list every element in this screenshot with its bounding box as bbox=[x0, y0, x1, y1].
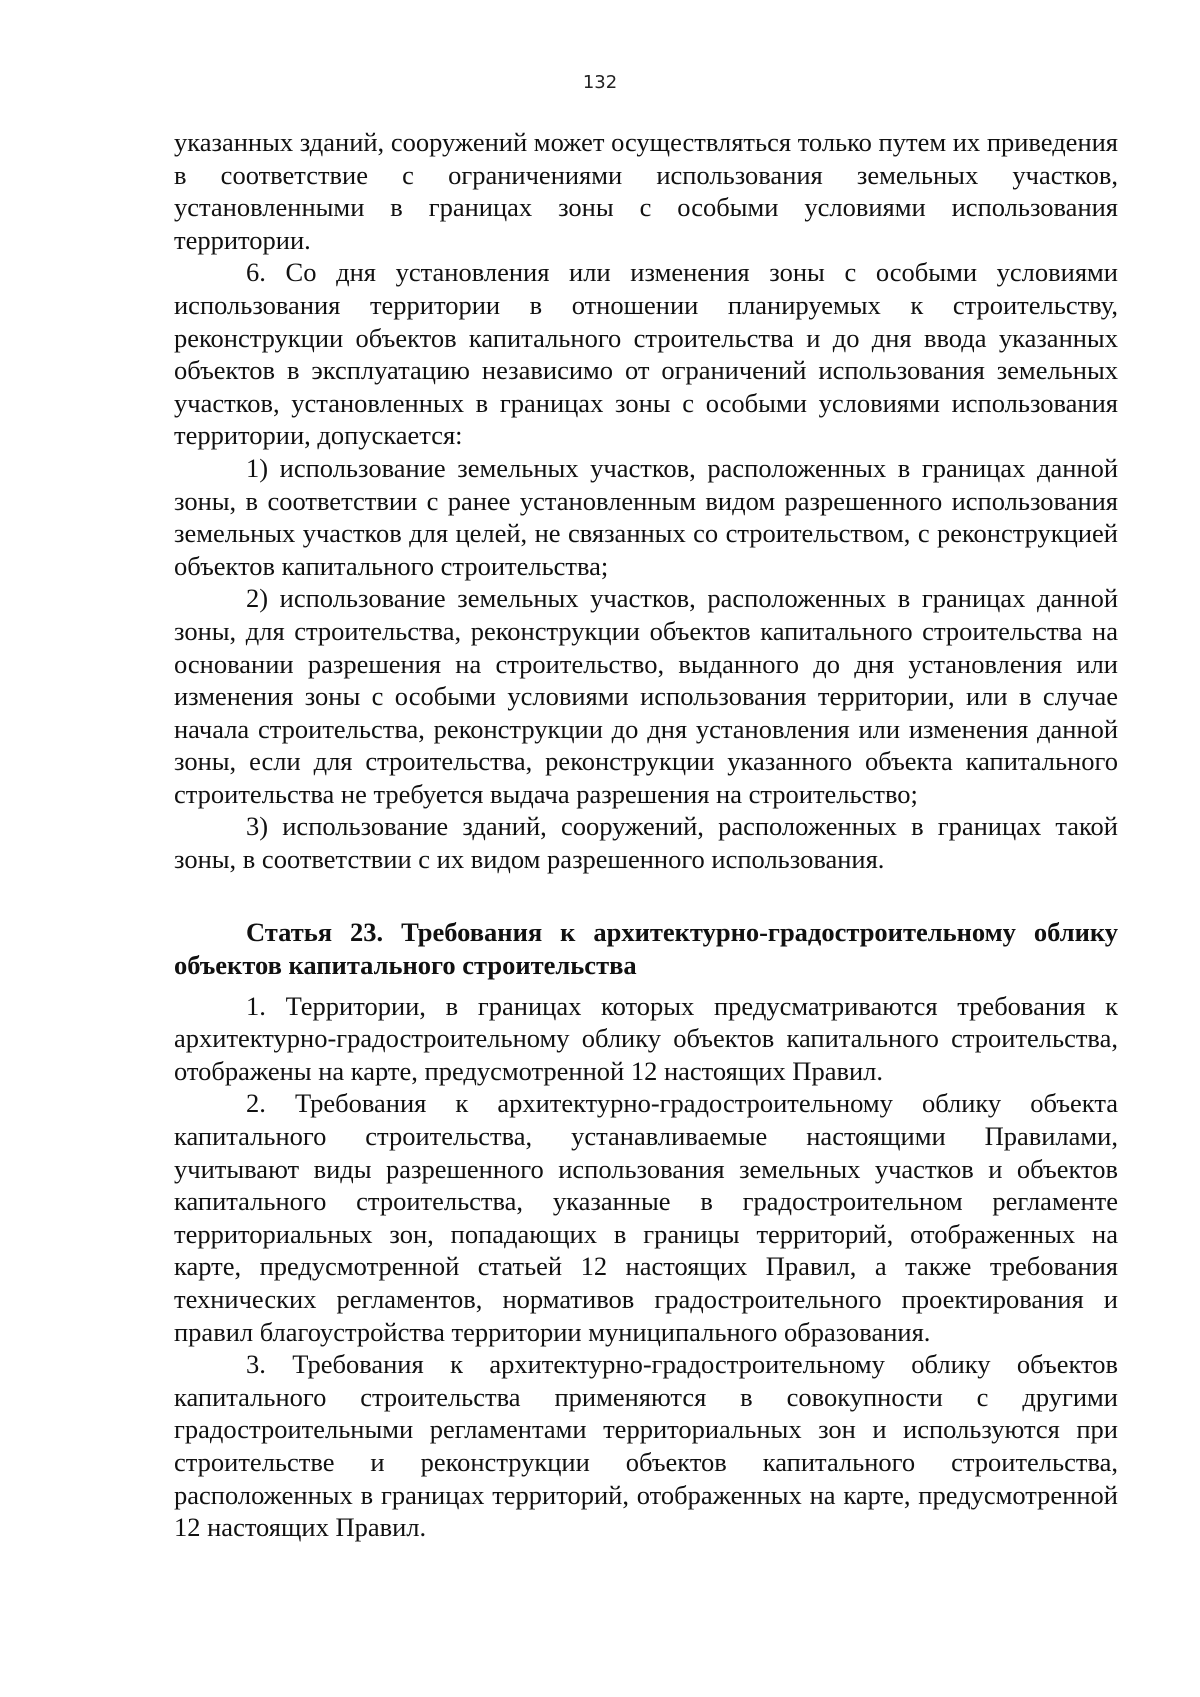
document-body bbox=[174, 126, 1118, 1544]
article-paragraph-3: 3. Требования к архитектурно-градостроительному облику объектов капитального строительства применяются в совокупности с другими градостроительными регламентами территориальных зон и используются при строительстве и реконструкции объектов капитального строительства, расположенных в границах территорий, отображенных на карте, предусмотренной 12 настоящих Правил. bbox=[174, 1349, 1118, 1543]
paragraph-subitem-3: 3) использование зданий, сооружений, расположенных в границах такой зоны, в соответствии с их видом разрешенного использования. bbox=[174, 811, 1118, 875]
article-paragraph-1: 1. Территории, в границах которых предусматриваются требования к архитектурно-градостроительному облику объектов капитального строительства, отображены на карте, предусмотренной 12 настоящих Правил. bbox=[174, 990, 1118, 1086]
paragraph-item-6: 6. Со дня установления или изменения зоны с особыми условиями использования территории в отношении планируемых к строительству, реконструкции объектов капитального строительства и до дня ввода указанных объектов в эксплуатацию независимо от ограничений использования земельных участков, установленных в границах зоны с особыми условиями использования территории, допускается: bbox=[174, 257, 1118, 451]
article-paragraph-2: 2. Требования к архитектурно-градостроительному облику объекта капитального строительства, устанавливаемые настоящими Правилами, учитывают виды разрешенного использования земельных участков и объектов капитального строительства, указанные в градостроительном регламенте территориальных зон, попадающих в границы территорий, отображенных на карте, предусмотренной статьей 12 настоящих Правил, а также требования технических регламентов, нормативов градостроительного проектирования и правил благоустройства территории муниципального образования. bbox=[174, 1088, 1118, 1347]
paragraph-subitem-1: 1) использование земельных участков, расположенных в границах данной зоны, в соответствии с ранее установленным видом разрешенного использования земельных участков для целей, не связанных со строительством, с реконструкцией объектов капитального строительства; bbox=[174, 452, 1118, 581]
paragraph-subitem-2: 2) использование земельных участков, расположенных в границах данной зоны, для строительства, реконструкции объектов капитального строительства на основании разрешения на строительство, выданного до дня установления или изменения зоны с особыми условиями использования территории, или в случае начала строительства, реконструкции до дня установления или изменения данной зоны, если для строительства, реконструкции указанного объекта капитального строительства не требуется выдача разрешения на строительство; bbox=[174, 583, 1118, 809]
page-number: 132 bbox=[582, 72, 618, 93]
article-heading: Статья 23. Требования к архитектурно-градостроительному облику объектов капитального строительства bbox=[174, 916, 1118, 980]
paragraph-continuation: указанных зданий, сооружений может осуществляться только путем их приведения в соответствие с ограничениями использования земельных участков, установленными в границах зоны с особыми условиями использования территории. bbox=[174, 127, 1118, 255]
